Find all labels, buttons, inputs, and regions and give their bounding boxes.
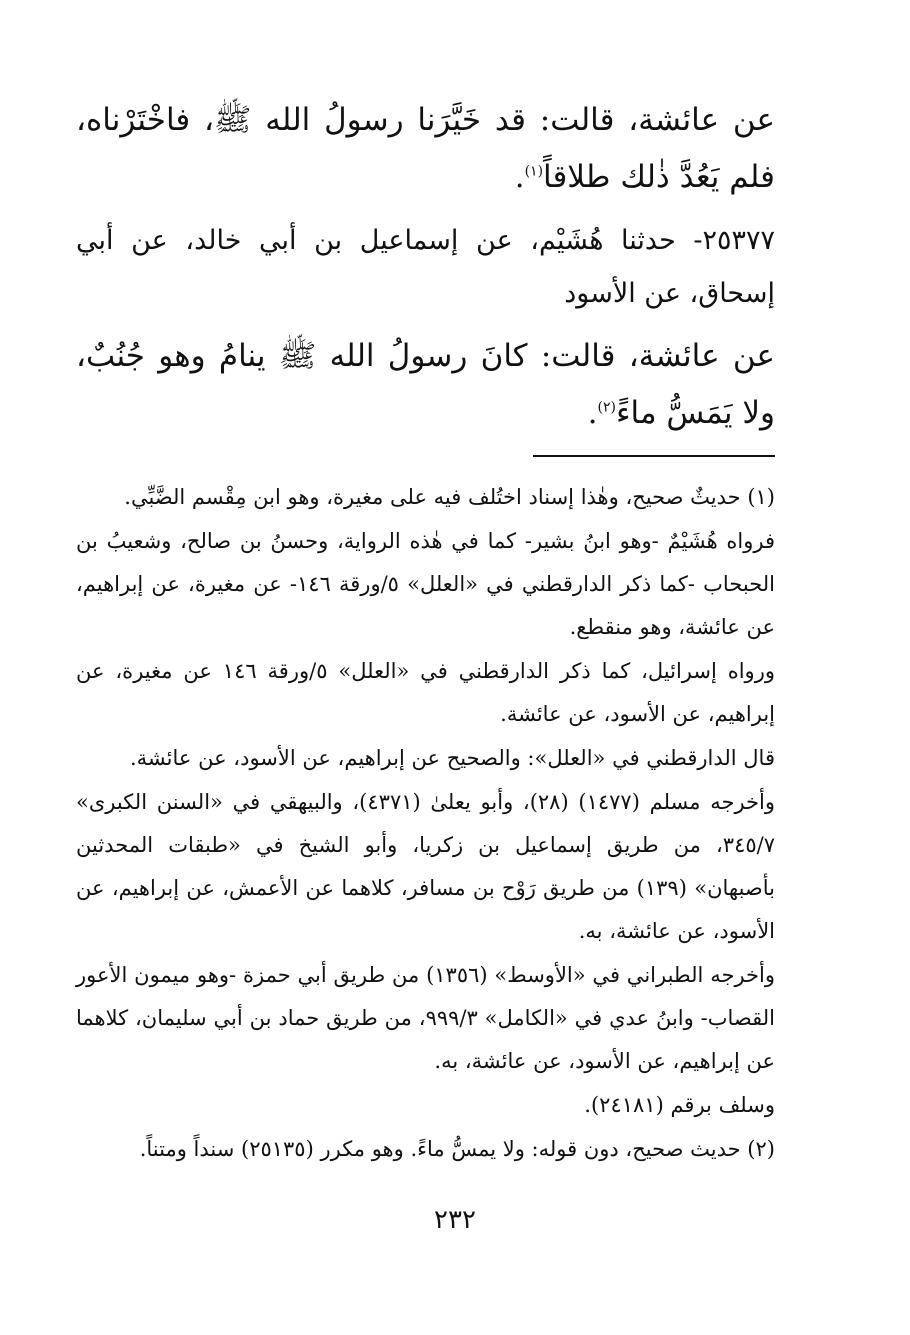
hadith-text-1 (76, 92, 775, 206)
footnote-paragraph: ورواه إسرائيل، كما ذكر الدارقطني في «العلل» ٥/ورقة ١٤٦ عن مغيرة، عن إبراهيم، عن الأسود، عن عائشة. (76, 659, 775, 726)
hadith-text-1-end: . (514, 159, 525, 195)
hadith-text-2-end: . (587, 395, 598, 431)
footnote-paragraph: قال الدارقطني في «العلل»: والصحيح عن إبراهيم، عن الأسود، عن عائشة. (130, 746, 775, 770)
footnote-separator (533, 455, 775, 457)
page-number: ٢٣٢ (434, 1205, 476, 1235)
footnote-paragraph: (٢) حديث صحيح، دون قوله: ولا يمسُّ ماءً. وهو مكرر (٢٥١٣٥) سنداً ومتناً. (139, 1137, 775, 1161)
hadith-text-1-body: عن عائشة، قالت: قد خَيَّرَنا رسولُ الله ﷺ، فاخْتَرْناه، فلم يَعُدَّ ذٰلك طلاقاً (76, 102, 775, 195)
hadith-text-2 (76, 328, 775, 442)
main-text (76, 92, 775, 450)
footnote-paragraph: وأخرجه مسلم (١٤٧٧) (٢٨)، وأبو يعلىٰ (٤٣٧١)، والبيهقي في «السنن الكبرى» ٣٤٥/٧، من طريق إسماعيل بن زكريا، وأبو الشيخ في «طبقات المحدثين بأصبهان» (١٣٩) من طريق رَوْح بن مسافر، كلاهما عن الأعمش، عن إبراهيم، عن الأسود، عن عائشة، به. (76, 790, 776, 943)
footnote-ref-1: (١) (524, 163, 544, 180)
footnote-paragraph: فرواه هُشَيْمٌ -وهو ابنُ بشير- كما في هٰذه الرواية، وحسنُ بن صالح، وشعيبُ بن الحبحاب -كما ذكر الدارقطني في «العلل» ٥/ورقة ١٤٦- عن مغيرة، عن إبراهيم، عن عائشة، وهو منقطع. (76, 529, 775, 639)
footnotes (76, 476, 775, 1172)
hadith-text-2-body: عن عائشة، قالت: كانَ رسولُ الله ﷺ ينامُ وهو جُنُبٌ، ولا يَمَسُّ ماءً (76, 338, 775, 431)
isnad-25377: ٢٥٣٧٧- حدثنا هُشَيْم، عن إسماعيل بن أبي خالد، عن أبي إسحاق، عن الأسود (76, 225, 775, 309)
footnote-paragraph: وسلف برقم (٢٤١٨١). (584, 1093, 775, 1117)
footnote-paragraph: (١) حديثٌ صحيح، وهٰذا إسناد اختُلف فيه على مغيرة، وهو ابن مِقْسم الضَّبِّي. (124, 485, 775, 509)
footnote-ref-2: (٢) (597, 399, 616, 416)
footnote-paragraph: وأخرجه الطبراني في «الأوسط» (١٣٥٦) من طريق أبي حمزة -وهو ميمون الأعور القصاب- وابنُ عدي في «الكامل» ٩٩٩/٣، من طريق حماد بن أبي سليمان، كلاهما عن إبراهيم، عن الأسود، عن عائشة، به. (76, 963, 775, 1073)
